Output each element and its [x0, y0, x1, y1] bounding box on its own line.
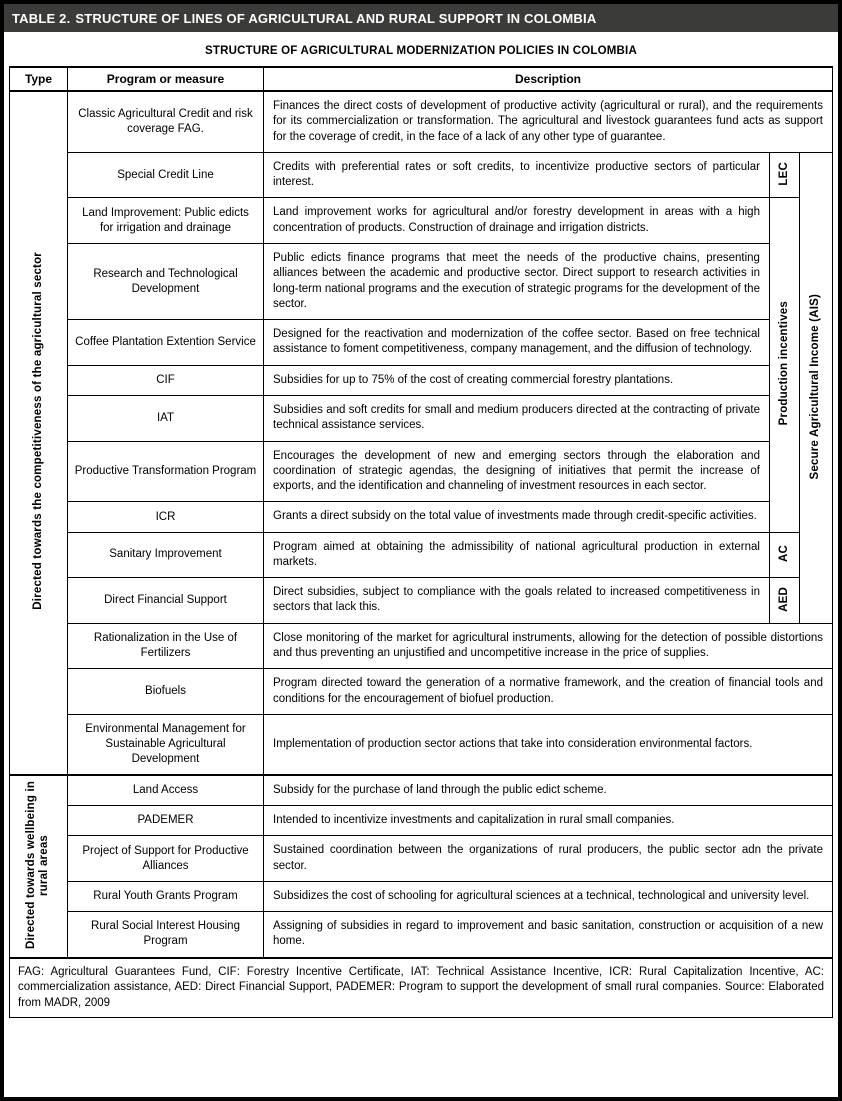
row-coffee	[10, 320, 833, 366]
program-cell-rural-youth: Rural Youth Grants Program	[68, 881, 264, 911]
desc-cell-fag: Finances the direct costs of development of productive activity (agricultural or rural), and the requirements for its commercialization or transformation. The agricultural and livestock guarantees fund acts as support for the coverage of credit, in the face of a lack of any other type of guarantee.	[264, 91, 833, 152]
program-cell-productive-transformation: Productive Transformation Program	[68, 441, 264, 502]
desc-cell-rationalization: Close monitoring of the market for agricultural instruments, allowing for the detection of possible distortions and thus preventing an unjustified and uncompetitive increase in the price of supplies.	[264, 623, 833, 669]
col-header-description: Description	[264, 67, 833, 91]
label-aed: AED	[777, 586, 790, 612]
label-cell-ais	[799, 152, 832, 623]
desc-cell-icr: Grants a direct subsidy on the total value of investments made through credit-specific activities.	[264, 502, 770, 532]
program-cell-rural-housing: Rural Social Interest Housing Program	[68, 912, 264, 958]
desc-cell-cif: Subsidies for up to 75% of the cost of creating commercial forestry plantations.	[264, 365, 770, 395]
table-title: STRUCTURE OF LINES OF AGRICULTURAL AND RURAL SUPPORT IN COLOMBIA	[75, 11, 597, 26]
row-productive-transformation	[10, 441, 833, 502]
row-cif	[10, 365, 833, 395]
desc-cell-coffee: Designed for the reactivation and modernization of the coffee sector. Based on free technical assistance to foment competitiveness, company management, and the diffusion of technology.	[264, 320, 770, 366]
desc-cell-pademer: Intended to incentivize investments and capitalization in rural small companies.	[264, 805, 833, 835]
row-rural-youth	[10, 881, 833, 911]
row-alliances	[10, 836, 833, 882]
label-lec: LEC	[777, 161, 790, 186]
label-cell-ac	[769, 532, 799, 578]
label-ac: AC	[777, 544, 790, 562]
desc-cell-biofuels: Program directed toward the generation of a normative framework, and the creation of financial tools and conditions for the encouragement of biofuel production.	[264, 669, 833, 715]
row-pademer	[10, 805, 833, 835]
program-cell-alliances: Project of Support for Productive Alliances	[68, 836, 264, 882]
table-title-bar	[4, 4, 838, 32]
label-cell-lec	[769, 152, 799, 198]
desc-cell-research: Public edicts finance programs that meet the needs of the productive chains, presenting alliances between the academic and productive sector. Direct support to research activities in long-term national programs and the execution of strategic programs for the development of the sector.	[264, 243, 770, 319]
program-cell-direct-financial: Direct Financial Support	[68, 578, 264, 624]
header-row	[10, 67, 833, 91]
row-sanitary	[10, 532, 833, 578]
row-land-improvement	[10, 198, 833, 244]
table-container	[4, 66, 838, 1018]
col-header-type: Type	[10, 67, 68, 91]
label-cell-aed	[769, 578, 799, 624]
desc-cell-land-improvement: Land improvement works for agricultural and/or forestry development in areas with a high concentration of products. Construction of drainage and irrigation districts.	[264, 198, 770, 244]
row-land-access	[10, 775, 833, 806]
program-cell-icr: ICR	[68, 502, 264, 532]
program-cell-land-access: Land Access	[68, 775, 264, 806]
col-header-program: Program or measure	[68, 67, 264, 91]
desc-cell-special-credit: Credits with preferential rates or soft credits, to incentivize productive sectors of particular interest.	[264, 152, 770, 198]
program-cell-biofuels: Biofuels	[68, 669, 264, 715]
desc-cell-land-access: Subsidy for the purchase of land through the public edict scheme.	[264, 775, 833, 806]
row-biofuels	[10, 669, 833, 715]
program-cell-land-improvement: Land Improvement: Public edicts for irrigation and drainage	[68, 198, 264, 244]
program-cell-cif: CIF	[68, 365, 264, 395]
program-cell-pademer: PADEMER	[68, 805, 264, 835]
desc-cell-environmental: Implementation of production sector actions that take into consideration environmental factors.	[264, 714, 833, 774]
footnote-row	[10, 958, 833, 1018]
program-cell-research: Research and Technological Development	[68, 243, 264, 319]
type-label-wellbeing: Directed towards wellbeing in rural areas	[25, 780, 51, 949]
footnote: FAG: Agricultural Guarantees Fund, CIF: Forestry Incentive Certificate, IAT: Technical Assistance Incentive, ICR: Rural Capitalization Incentive, AC: commercialization assistance, AED: Direct Financial Support, PADEMER: Program to support the development of small rural companies. Source: Elaborated from MADR, 2009	[10, 958, 833, 1018]
program-cell-fag: Classic Agricultural Credit and risk coverage FAG.	[68, 91, 264, 152]
type-cell-wellbeing	[10, 775, 68, 958]
type-cell-competitiveness	[10, 91, 68, 775]
table-subtitle: STRUCTURE OF AGRICULTURAL MODERNIZATION POLICIES IN COLOMBIA	[205, 45, 637, 57]
row-environmental	[10, 714, 833, 774]
row-direct-financial	[10, 578, 833, 624]
row-rationalization	[10, 623, 833, 669]
program-cell-sanitary: Sanitary Improvement	[68, 532, 264, 578]
program-cell-environmental: Environmental Management for Sustainable Agricultural Development	[68, 714, 264, 774]
table-number: TABLE 2.	[12, 11, 71, 26]
policies-table	[9, 66, 833, 1018]
desc-cell-rural-youth: Subsidizes the cost of schooling for agricultural sciences at a technical, technological and university level.	[264, 881, 833, 911]
label-production-incentives: Production incentives	[777, 301, 790, 426]
type-label-competitiveness: Directed towards the competitiveness of the agricultural sector	[31, 252, 44, 611]
row-iat	[10, 395, 833, 441]
label-ais: Secure Agricultural Income (AIS)	[809, 293, 822, 480]
program-cell-coffee: Coffee Plantation Extention Service	[68, 320, 264, 366]
row-icr	[10, 502, 833, 532]
desc-cell-productive-transformation: Encourages the development of new and emerging sectors through the elaboration and coordination of strategic agendas, the designing of initiatives that permit the increase of exports, and the identification and channeling of investment resources in each sector.	[264, 441, 770, 502]
desc-cell-alliances: Sustained coordination between the organizations of rural producers, the public sector adn the private sector.	[264, 836, 833, 882]
desc-cell-sanitary: Program aimed at obtaining the admissibility of national agricultural production in external markets.	[264, 532, 770, 578]
row-special-credit	[10, 152, 833, 198]
program-cell-rationalization: Rationalization in the Use of Fertilizers	[68, 623, 264, 669]
row-fag	[10, 91, 833, 152]
program-cell-special-credit: Special Credit Line	[68, 152, 264, 198]
program-cell-iat: IAT	[68, 395, 264, 441]
desc-cell-rural-housing: Assigning of subsidies in regard to improvement and basic sanitation, construction or acquisition of a new home.	[264, 912, 833, 958]
row-rural-housing	[10, 912, 833, 958]
label-cell-production-incentives	[769, 198, 799, 532]
row-research	[10, 243, 833, 319]
desc-cell-direct-financial: Direct subsidies, subject to compliance with the goals related to increased competitiveness in sectors that lack this.	[264, 578, 770, 624]
desc-cell-iat: Subsidies and soft credits for small and medium producers directed at the contracting of private technical assistance services.	[264, 395, 770, 441]
